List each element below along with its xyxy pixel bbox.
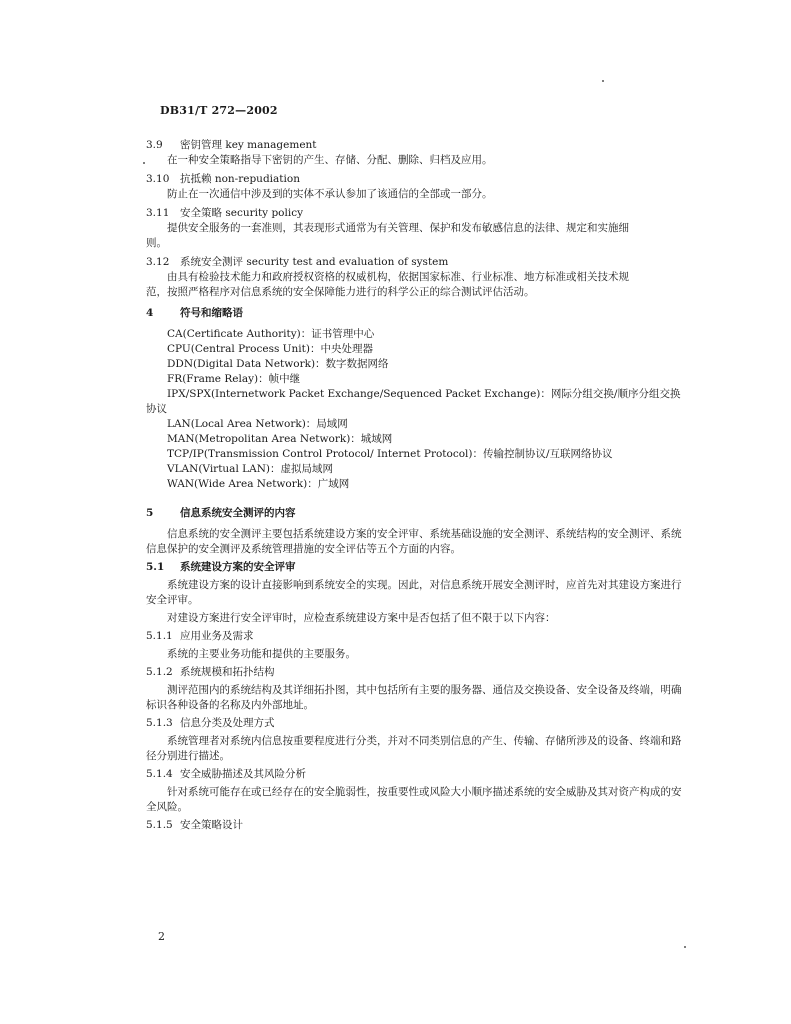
abbreviation-item: CPU(Central Process Unit)：中央处理器 — [167, 343, 373, 355]
abbreviation-item: CA(Certificate Authority)：证书管理中心 — [167, 328, 375, 340]
abbreviation-item: MAN(Metropolitan Area Network)：城域网 — [167, 433, 393, 445]
term-body-line: 提供安全服务的一套准则，其表现形式通常为有关管理、保护和发布敏感信息的法律、规定和实施细 — [167, 222, 629, 234]
term-number: 3.9 — [146, 139, 163, 151]
term-title: 系统安全测评 security test and evaluation of system — [180, 256, 449, 268]
subsection-title: 系统建设方案的安全评审 — [180, 561, 296, 573]
term-body-line: 则。 — [146, 237, 167, 249]
term-body-line: 范，按照严格程序对信息系统的安全保障能力进行的科学公正的综合测试评估活动。 — [146, 286, 535, 298]
subsection-heading-5-1-1 — [146, 629, 691, 644]
subsection-number: 5.1.3 — [146, 717, 173, 729]
abbreviation-item: DDN(Digital Data Network)：数字数据网络 — [167, 358, 389, 370]
abbreviation-item: FR(Frame Relay)：帧中继 — [167, 373, 301, 385]
paragraph: 系统建设方案的设计直接影响到系统安全的实现。因此，对信息系统开展安全测评时，应首先对其建设方案进行安全评审。 — [146, 579, 682, 606]
abbreviation-list — [146, 327, 691, 492]
abbreviation-item: TCP/IP(Transmission Control Protocol/ Internet Protocol)：传输控制协议/互联网络协议 — [167, 448, 613, 460]
document-code: DB31/T 272—2002 — [160, 104, 278, 117]
term-3-12 — [146, 255, 691, 300]
term-title: 密钥管理 key management — [180, 139, 317, 151]
subsection-heading-5-1-2 — [146, 665, 691, 680]
subsection-title: 信息分类及处理方式 — [180, 717, 275, 729]
subsection-title: 应用业务及需求 — [180, 630, 254, 642]
paragraph: 系统管理者对系统内信息按重要程度进行分类，并对不同类别信息的产生、传输、存储所涉及的设备、终端和路径分别进行描述。 — [146, 735, 682, 762]
section-title: 信息系统安全测评的内容 — [180, 507, 296, 519]
scan-speck — [602, 80, 604, 82]
subsection-heading-5-1-3 — [146, 716, 691, 731]
page-number: 2 — [158, 930, 165, 943]
term-3-11 — [146, 206, 691, 251]
section-heading-4 — [146, 306, 691, 321]
scan-speck — [684, 946, 686, 948]
section-number: 5 — [146, 507, 154, 519]
term-number: 3.10 — [146, 173, 170, 185]
subsection-number: 5.1.5 — [146, 819, 173, 831]
abbreviation-item: WAN(Wide Area Network)：广域网 — [167, 478, 350, 490]
term-body-line: 防止在一次通信中涉及到的实体不承认参加了该通信的全部或一部分。 — [167, 188, 493, 200]
paragraph: 对建设方案进行安全评审时，应检查系统建设方案中是否包括了但不限于以下内容： — [167, 612, 556, 624]
term-number: 3.11 — [146, 207, 170, 219]
subsection-number: 5.1.2 — [146, 666, 173, 678]
paragraph: 针对系统可能存在或已经存在的安全脆弱性，按重要性或风险大小顺序描述系统的安全威胁及其对资产构成的安全风险。 — [146, 786, 682, 813]
term-title: 抗抵赖 non-repudiation — [180, 173, 300, 185]
term-number: 3.12 — [146, 256, 170, 268]
subsection-number: 5.1.4 — [146, 768, 173, 780]
subsection-title: 系统规模和拓扑结构 — [180, 666, 275, 678]
section-title: 符号和缩略语 — [180, 307, 243, 319]
term-body-line: 由具有检验技术能力和政府授权资格的权威机构，依据国家标准、行业标准、地方标准或相关技术规 — [167, 271, 629, 283]
term-title: 安全策略 security policy — [180, 207, 304, 219]
paragraph: 系统的主要业务功能和提供的主要服务。 — [167, 648, 356, 660]
subsection-heading-5-1 — [146, 560, 691, 575]
paragraph: 测评范围内的系统结构及其详细拓扑图，其中包括所有主要的服务器、通信及交换设备、安全设备及终端，明确标识各种设备的名称及内外部地址。 — [146, 684, 682, 711]
subsection-heading-5-1-5 — [146, 818, 691, 833]
subsection-title: 安全威胁描述及其风险分析 — [180, 768, 306, 780]
subsection-number: 5.1 — [146, 561, 165, 573]
section-5-intro: 信息系统的安全测评主要包括系统建设方案的安全评审、系统基础设施的安全测评、系统结构的安全测评、系统信息保护的安全测评及系统管理措施的安全评估等五个方面的内容。 — [146, 528, 682, 555]
document-body — [146, 138, 691, 836]
subsection-heading-5-1-4 — [146, 767, 691, 782]
abbreviation-item-continued: 协议 — [146, 403, 167, 415]
subsection-number: 5.1.1 — [146, 630, 173, 642]
term-3-10 — [146, 172, 691, 202]
abbreviation-item: VLAN(Virtual LAN)：虚拟局域网 — [167, 463, 333, 475]
term-body-line: 在一种安全策略指导下密钥的产生、存储、分配、删除、归档及应用。 — [167, 154, 493, 166]
section-heading-5 — [146, 506, 691, 521]
subsection-title: 安全策略设计 — [180, 819, 243, 831]
abbreviation-item: LAN(Local Area Network)：局域网 — [167, 418, 348, 430]
term-3-9 — [146, 138, 691, 168]
abbreviation-item: IPX/SPX(Internetwork Packet Exchange/Sequenced Packet Exchange)：网际分组交换/顺序分组交换 — [167, 388, 681, 400]
scan-speck — [143, 162, 145, 164]
section-number: 4 — [146, 307, 154, 319]
